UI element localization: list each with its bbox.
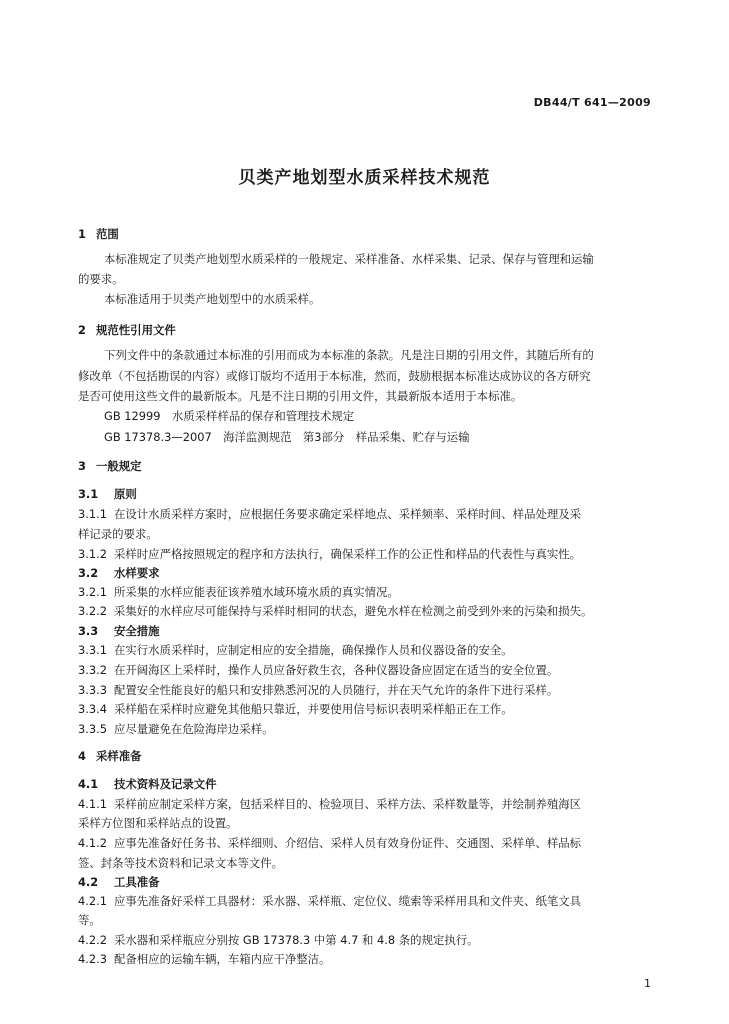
clause-3-1-1: 3.1.1 在设计水质采样方案时，应根据任务要求确定采样地点、采样频率、采样时间、样品处理及采: [78, 507, 582, 521]
reference-2: GB 17378.3—2007 海洋监测规范 第3部分 样品采集、贮存与运输: [104, 430, 470, 444]
clause-4-2-1: 4.2.1 应事先准备好采样工具器材：采水器、采样瓶、定位仪、缆索等采样用具和文件夹、纸笔文具: [78, 894, 582, 908]
clause-4-1-2: 4.1.2 应事先准备好任务书、采样细则、介绍信、采样人员有效身份证件、交通图、采样单、样品标: [78, 836, 582, 850]
clause-4-2-3: 4.2.3 配备相应的运输车辆，车箱内应干净整洁。: [78, 952, 331, 966]
clause-3-1-2: 3.1.2 采样时应严格按照规定的程序和方法执行，确保采样工作的公正性和样品的代表性与真实性。: [78, 547, 582, 561]
section-1-para-cont: 的要求。: [78, 272, 124, 286]
clause-3-3-2: 3.3.2 在开阔海区上采样时，操作人员应备好救生衣，各种仪器设备应固定在适当的安全位置。: [78, 663, 559, 677]
clause-4-1-1: 4.1.1 采样前应制定采样方案，包括采样目的、检验项目、采样方法、采样数量等，并绘制养殖海区: [78, 797, 582, 811]
clause-4-1: 4.1 技术资料及记录文件: [78, 777, 217, 791]
clause-4-2-2: 4.2.2 采水器和采样瓶应分别按 GB 17378.3 中第 4.7 和 4.8 条的规定执行。: [78, 933, 479, 947]
section-1-para2: 本标准适用于贝类产地划型中的水质采样。: [104, 292, 321, 306]
clause-3-2-1: 3.2.1 所采集的水样应能表征该养殖水域环境水质的真实情况。: [78, 585, 399, 599]
clause-3-2-2: 3.2.2 采集好的水样应尽可能保持与采样时相同的状态，避免水样在检测之前受到外来的污染和损失。: [78, 604, 593, 618]
reference-1: GB 12999 水质采样样品的保存和管理技术规定: [104, 409, 355, 423]
clause-3-1-1-cont: 样记录的要求。: [78, 527, 158, 541]
clause-3-2: 3.2 水样要求: [78, 566, 160, 580]
section-2-para: 下列文件中的条款通过本标准的引用而成为本标准的条款。凡是注日期的引用文件，其随后所有的: [104, 348, 594, 362]
clause-3-3-5: 3.3.5 应尽量避免在危险海岸边采样。: [78, 722, 274, 736]
section-3-heading: 3 一般规定: [78, 459, 142, 473]
section-4-heading: 4 采样准备: [78, 749, 142, 763]
clause-3-1: 3.1 原则: [78, 487, 137, 501]
section-1-heading: 1 范围: [78, 227, 119, 241]
clause-4-2: 4.2 工具准备: [78, 875, 160, 889]
clause-4-2-1-cont: 等。: [78, 913, 101, 927]
clause-4-1-2-cont: 签、封条等技术资料和记录文本等文件。: [78, 856, 284, 870]
section-2-para-cont: 是否可使用这些文件的最新版本。凡是不注日期的引用文件，其最新版本适用于本标准。: [78, 389, 523, 403]
clause-3-3-3: 3.3.3 配置安全性能良好的船只和安排熟悉河况的人员随行，并在天气允许的条件下进行采样。: [78, 683, 559, 697]
document-title: 贝类产地划型水质采样技术规范: [238, 168, 491, 188]
clause-4-1-1-cont: 采样方位图和采样站点的设置。: [78, 816, 238, 830]
section-1-para: 本标准规定了贝类产地划型水质采样的一般规定、采样准备、水样采集、记录、保存与管理和运输: [104, 252, 594, 266]
section-2-para-cont: 修改单（不包括勘误的内容）或修订版均不适用于本标准，然而，鼓励根据本标准达成协议的各方研究: [78, 369, 591, 383]
clause-3-3-4: 3.3.4 采样船在采样时应避免其他船只靠近，并要使用信号标识表明采样船正在工作。: [78, 702, 513, 716]
section-2-heading: 2 规范性引用文件: [78, 323, 176, 337]
clause-3-3: 3.3 安全措施: [78, 624, 160, 638]
page-number: 1: [644, 977, 651, 990]
clause-3-3-1: 3.3.1 在实行水质采样时，应制定相应的安全措施，确保操作人员和仪器设备的安全。: [78, 643, 513, 657]
standard-code: DB44/T 641—2009: [533, 96, 651, 109]
